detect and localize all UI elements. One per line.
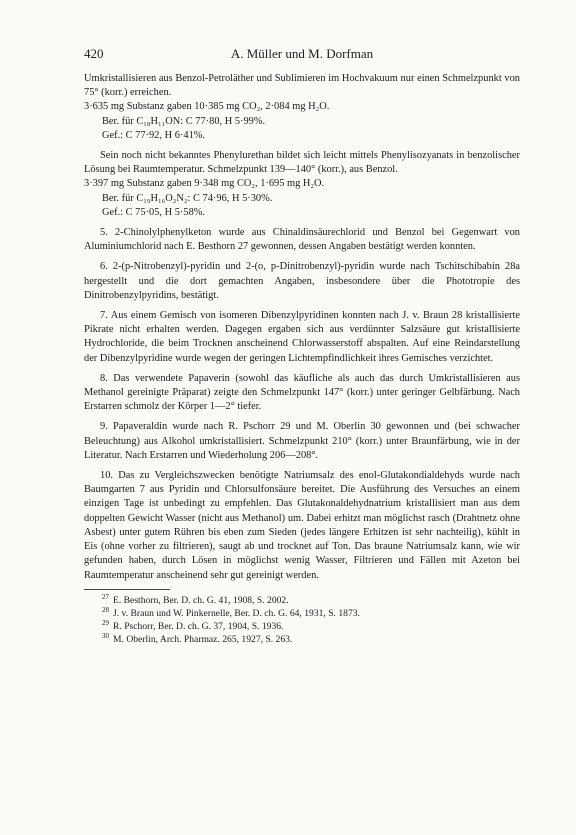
footnote-text: R. Pschorr, Ber. D. ch. G. 37, 1904, S. 1936. (113, 620, 284, 632)
footnote-mark: 27 (102, 592, 109, 601)
analysis-line: 3·635 mg Substanz gaben 10·385 mg CO₂, 2·084 mg H₂O. (84, 101, 330, 113)
paragraph: Umkristallisieren aus Benzol-Petroläther und Sublimieren im Hochvakuum nur einen Schmelzpunkt von 75° (korr.) erreichen. (84, 73, 520, 99)
footnote-text: E. Besthorn, Ber. D. ch. G. 41, 1908, S. 2002. (113, 594, 289, 606)
analysis-line: Ber. für C₁₉H₁₆O₂N₂: C 74·96, H 5·30%. (102, 192, 273, 204)
paragraph-item-6: 6. 2-(p-Nitrobenzyl)-pyridin und 2-(o, p-Dinitrobenzyl)-pyridin wurde nach Tschitschibabin 28a hergestellt und die dort gemachten Angaben, insbesondere über die Phototropie des Dinitrobenzylpyridins, bestätigt. (84, 261, 520, 301)
footnote-mark: 30 (102, 631, 109, 640)
footnote-divider (84, 589, 170, 590)
footnote-text: M. Oberlin, Arch. Pharmaz. 265, 1927, S. 263. (113, 633, 293, 645)
analysis-line: 3·397 mg Substanz gaben 9·348 mg CO₂, 1·695 mg H₂O. (84, 178, 325, 190)
paragraph-item-10: 10. Das zu Vergleichszwecken benötigte Natriumsalz des enol-Glutakondialdehyds wurde nach Baumgarten 7 aus Pyridin und Chlorsulfonsäure bereitet. Die Ausführung des Versuches an einem einzigen Tage ist unbedingt zu empfehlen. Das Glutakonaldehydnatrium kristallisiert man aus dem doppelten Gewicht Wasser (nicht aus Methanol) um. Dabei erhitzt man möglichst rasch (Drahtnetz ohne Asbest) unter gutem Rühren bis eben zum Sieden (jedes längere Erhitzen ist sehr nachteilig), kühlt in Eis (ohne vorher zu filtrieren), saugt ab und trocknet auf Ton. Das braune Natriumsalz kann, wie wir gefunden haben, durch Lösen in möglichst wenig Wasser, Filtrieren und Fällen mit Azeton bei Raumtemperatur anscheinend sehr gut gereinigt werden. (84, 470, 520, 581)
body-text (84, 72, 520, 583)
footnote-text: J. v. Braun und W. Pinkernelle, Ber. D. ch. G. 64, 1931, S. 1873. (113, 607, 360, 619)
paragraph-item-9: 9. Papaveraldin wurde nach R. Pschorr 29 und M. Oberlin 30 gewonnen und (bei schwacher Beleuchtung) aus Alkohol umkristallisiert. Schmelzpunkt 210° (korr.) unter Braunfärbung, wie in der Literatur. Nach Erstarren und Wiederholung 206—208°. (84, 421, 520, 461)
footnotes (84, 594, 520, 646)
footnote (102, 607, 520, 620)
analysis-line: Gef.: C 77·92, H 6·41%. (102, 129, 206, 141)
page-header (84, 46, 520, 62)
analysis-line: Ber. für C₁₈H₁₁ON: C 77·80, H 5·99%. (102, 115, 266, 127)
footnote (102, 620, 520, 633)
paragraph: Sein noch nicht bekanntes Phenylurethan bildet sich leicht mittels Phenylisozyanats in benzolischer Lösung bei Raumtemperatur. Schmelzpunkt 139—140° (korr.), aus Benzol. (84, 150, 520, 176)
paragraph-item-8: 8. Das verwendete Papaverin (sowohl das käufliche als auch das durch Umkristallisieren aus Methanol gereinigte Präparat) zeigte den Schmelzpunkt 147° (korr.) unter geringer Gelbfärbung. Nach Erstarren schmolz der Körper 1—2° tiefer. (84, 372, 520, 413)
paragraph-item-5: 5. 2-Chinolylphenylketon wurde aus Chinaldinsäurechlorid und Benzol bei Gegenwart von Aluminiumchlorid nach E. Besthorn 27 gewonnen, dessen Angaben bestätigt werden konnten. (84, 227, 520, 253)
footnote (102, 633, 520, 646)
paragraph-item-7: 7. Aus einem Gemisch von isomeren Dibenzylpyridinen konnten nach J. v. Braun 28 kristallisierte Pikrate nicht erhalten werden. Dagegen ergaben sich aus verdünnter Salzsäure gut kristallisierte Hydrochloride, die beim Trocknen anscheinend Chlorwasserstoff abspalten. Auf eine Reindarstellung der Dibenzylpyridine wurde wegen der geringen Lichtempfindlichkeit ihres Gemisches verzichtet. (84, 310, 520, 364)
footnote-mark: 28 (102, 605, 109, 614)
footnote (102, 594, 520, 607)
running-head: A. Müller und M. Dorfman (230, 46, 374, 61)
page-number: 420 (84, 46, 104, 61)
analysis-line: Gef.: C 75·05, H 5·58%. (102, 206, 206, 218)
footnote-mark: 29 (102, 618, 109, 627)
